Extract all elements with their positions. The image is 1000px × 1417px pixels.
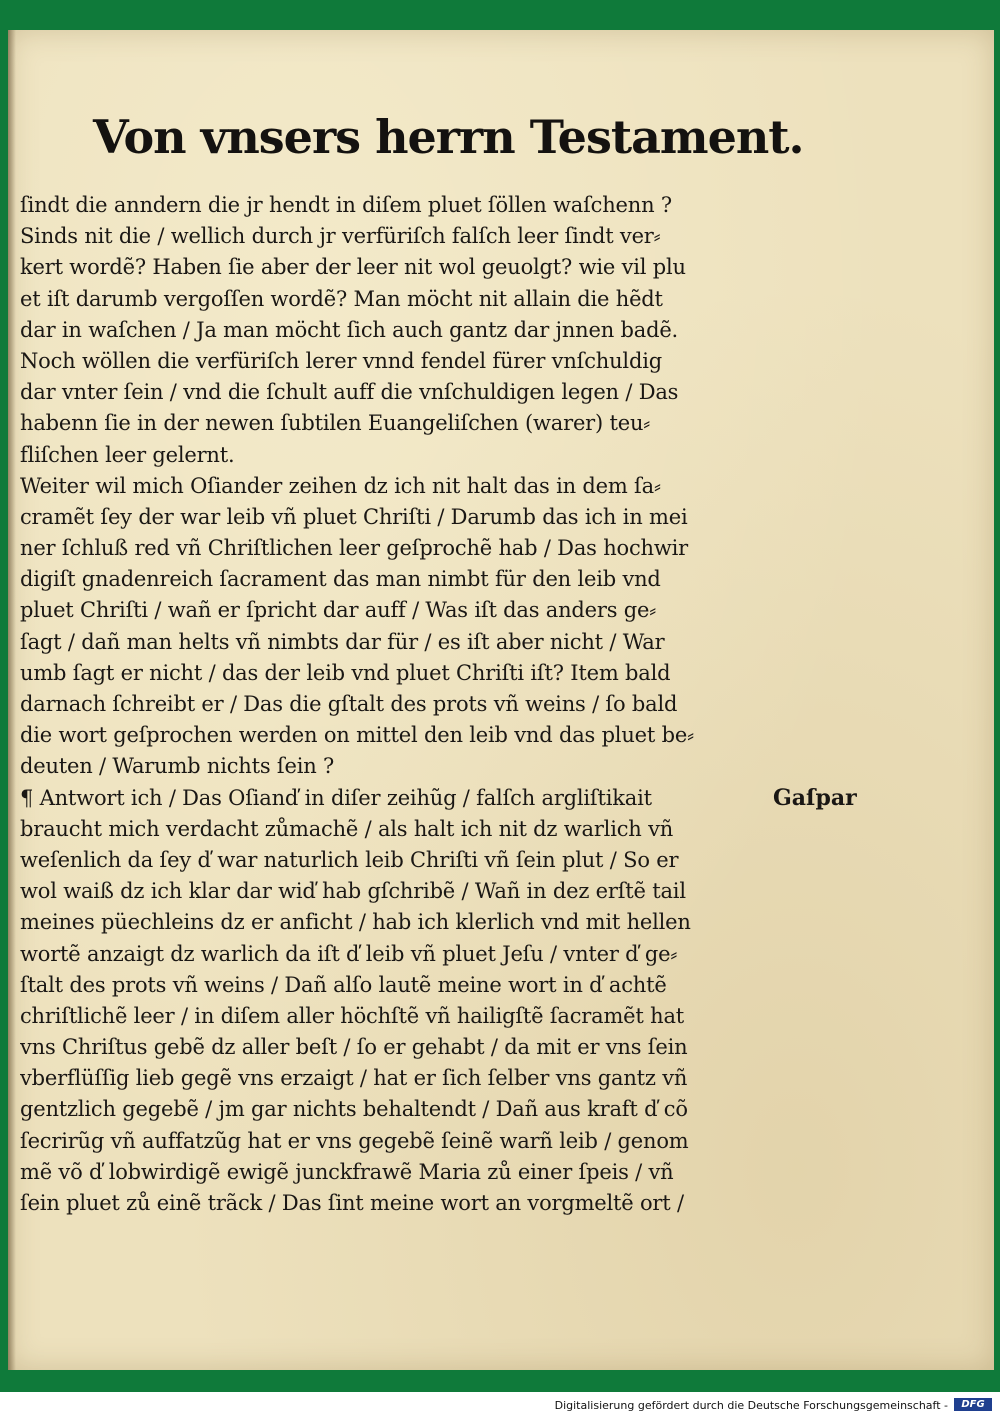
text-line: habenn ſie in der newen ſubtilen Euangeliſchen (warer) teu⸗ <box>20 411 651 436</box>
text-line: ner ſchluß red vñ Chriſtlichen leer geſprochẽ hab / Das hochwir <box>20 536 688 561</box>
text-line: ¶ Antwort ich / Das Oſianď in diſer zeihũg / falſch argliſtikait <box>20 785 652 810</box>
text-line: et iſt darumb vergoſſen wordẽ? Man möcht nit allain die hẽdt <box>20 286 663 311</box>
marginal-note: Gaſpar <box>773 785 857 811</box>
text-line: digiſt gnadenreich ſacrament das man nimbt für den leib vnd <box>20 567 661 592</box>
text-line: gentzlich gegebẽ / jm gar nichts behaltendt / Dañ aus kraft ď cõ <box>20 1097 688 1122</box>
text-line: chriſtlichẽ leer / in diſem aller höchſtẽ vñ hailigſtẽ ſacramẽt hat <box>20 1003 685 1028</box>
text-line: braucht mich verdacht zůmachẽ / als halt ich nit dz warlich vñ <box>20 816 674 841</box>
text-line: die wort geſprochen werden on mittel den leib vnd das pluet be⸗ <box>20 723 694 748</box>
text-line: mẽ võ ď lobwirdigẽ ewigẽ junckfrawẽ Maria zů einer ſpeis / vñ <box>20 1159 674 1184</box>
text-line: darnach ſchreibt er / Das die gſtalt des prots vñ weins / ſo bald <box>20 692 678 716</box>
text-line: vberflüſſig lieb gegẽ vns erzaigt / hat er ſich ſelber vns gantz vñ <box>20 1066 688 1091</box>
body-text <box>20 190 770 1219</box>
text-line: dar vnter ſein / vnd die ſchult auff die vnſchuldigen legen / Das <box>20 380 679 405</box>
footer-bar <box>0 1392 1000 1417</box>
funding-credit: Digitalisierung gefördert durch die Deutsche Forschungsgemeinschaft - <box>554 1399 948 1412</box>
running-head: Von vnsers herrn Testament. <box>93 110 804 164</box>
text-line: cramẽt ſey der war leib vñ pluet Chriſti / Darumb das ich in mei <box>20 504 688 529</box>
text-line: meines püechleins dz er anficht / hab ich klerlich vnd mit hellen <box>20 910 691 935</box>
book-page <box>8 30 994 1370</box>
text-line: ſindt die anndern die jr hendt in diſem pluet ſöllen waſchenn ? <box>20 193 672 217</box>
text-line: dar in waſchen / Ja man möcht ſich auch gantz dar jnnen badẽ. <box>20 317 679 342</box>
text-line: wortẽ anzaigt dz warlich da iſt ď leib vñ pluet Jeſu / vnter ď ge⸗ <box>20 941 678 966</box>
text-line: Noch wöllen die verfüriſch lerer vnnd fendel fürer vnſchuldig <box>20 348 662 373</box>
dfg-logo: DFG <box>954 1398 992 1411</box>
text-line: ſecrirũg vñ auffatzũg hat er vns gegebẽ ſeinẽ warñ leib / genom <box>20 1128 689 1153</box>
text-line: Sinds nit die / wellich durch jr verfüriſch falſch leer ſindt ver⸗ <box>20 224 661 249</box>
text-line: ſein pluet zů einẽ trãck / Das ſint meine wort an vorgmeltẽ ort / <box>20 1191 684 1215</box>
text-line: ſtalt des prots vñ weins / Dañ alſo lautẽ meine wort in ď achtẽ <box>20 972 667 997</box>
text-line: pluet Chriſti / wañ er ſpricht dar auff / Was iſt das anders ge⸗ <box>20 598 657 623</box>
text-line: weſenlich da ſey ď war naturlich leib Chriſti vñ ſein plut / So er <box>20 847 679 872</box>
text-line: umb ſagt er nicht / das der leib vnd pluet Chriſti iſt? Item bald <box>20 660 671 685</box>
text-line: kert wordẽ? Haben ſie aber der leer nit wol geuolgt? wie vil plu <box>20 255 686 280</box>
text-line: deuten / Warumb nichts ſein ? <box>20 754 335 779</box>
text-line: wol waiß dz ich klar dar wiď hab gſchribẽ / Wañ in dez erſtẽ tail <box>20 879 686 904</box>
text-line: ſagt / dañ man helts vñ nimbts dar für / es iſt aber nicht / War <box>20 629 665 654</box>
text-line: fliſchen leer gelernt. <box>20 442 235 467</box>
text-line: Weiter wil mich Oſiander zeihen dz ich nit halt das in dem ſa⸗ <box>20 473 661 498</box>
text-line: vns Chriſtus gebẽ dz aller beſt / ſo er gehabt / da mit er vns ſein <box>20 1035 688 1060</box>
